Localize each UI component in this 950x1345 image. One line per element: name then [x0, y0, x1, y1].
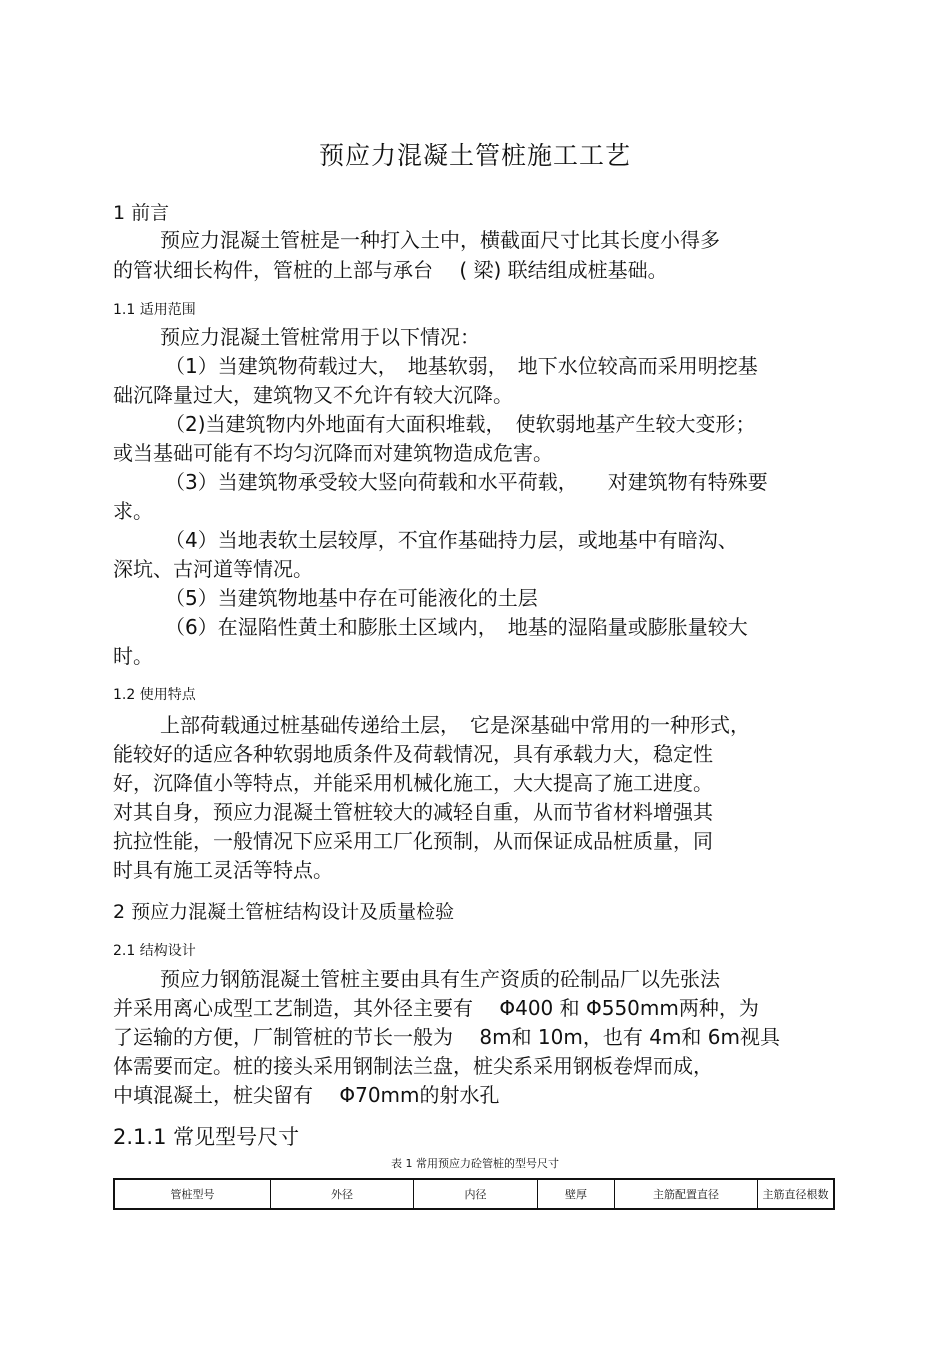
paragraph-line: 础沉降量过大，建筑物又不允许有较大沉降。: [113, 383, 513, 407]
paragraph-line: 的管状细长构件，管桩的上部与承台 ( 梁) 联结组成桩基础。: [113, 258, 668, 282]
table-header-cell: 壁厚: [538, 1179, 615, 1209]
paragraph-line: 抗拉性能，一般情况下应采用工厂化预制，从而保证成品桩质量，同: [113, 829, 713, 853]
paragraph-line: 并采用离心成型工艺制造，其外径主要有 Φ400 和 Φ550mm两种，为: [113, 996, 759, 1020]
paragraph-line: 体需要而定。桩的接头采用钢制法兰盘，桩尖系采用钢板卷焊而成，: [113, 1054, 713, 1078]
paragraph-line: 预应力混凝土管桩常用于以下情况：: [160, 325, 480, 349]
paragraph-line: （5）当建筑物地基中存在可能液化的土层: [165, 586, 538, 610]
paragraph-line: （1）当建筑物荷载过大， 地基软弱， 地下水位较高而采用明挖基: [165, 354, 758, 378]
spec-table: [113, 1178, 835, 1210]
section-1-heading: 1 前言: [113, 202, 170, 224]
paragraph-line: 时。: [113, 644, 153, 668]
paragraph-line: 中填混凝土，桩尖留有 Φ70mm的射水孔: [113, 1083, 500, 1107]
table-header-cell: 管桩型号: [114, 1179, 271, 1209]
table-header-row: [114, 1179, 834, 1209]
section-1-2-heading: 1.2 使用特点: [113, 687, 196, 703]
paragraph-line: 求。: [113, 499, 153, 523]
paragraph-line: （6）在湿陷性黄土和膨胀土区域内， 地基的湿陷量或膨胀量较大: [165, 615, 748, 639]
paragraph-line: 深坑、古河道等情况。: [113, 557, 313, 581]
table-header-cell: 外径: [271, 1179, 414, 1209]
paragraph-line: 对其自身，预应力混凝土管桩较大的减轻自重，从而节省材料增强其: [113, 800, 713, 824]
section-2-1-heading: 2.1 结构设计: [113, 943, 196, 959]
paragraph-line: 预应力钢筋混凝土管桩主要由具有生产资质的砼制品厂以先张法: [160, 967, 720, 991]
paragraph-line: 能较好的适应各种软弱地质条件及荷载情况，具有承载力大，稳定性: [113, 742, 713, 766]
paragraph-line: （4）当地表软土层较厚，不宜作基础持力层，或地基中有暗沟、: [165, 528, 738, 552]
paragraph-line: 上部荷载通过桩基础传递给土层， 它是深基础中常用的一种形式，: [160, 713, 750, 737]
table-header-cell: 主筋直径根数: [758, 1179, 835, 1209]
paragraph-line: 时具有施工灵活等特点。: [113, 858, 333, 882]
document-title: 预应力混凝土管桩施工工艺: [318, 141, 631, 170]
table-header-cell: 主筋配置直径: [615, 1179, 758, 1209]
section-1-1-heading: 1.1 适用范围: [113, 302, 196, 318]
section-2-heading: 2 预应力混凝土管桩结构设计及质量检验: [113, 901, 455, 923]
table-caption: 表 1 常用预应力砼管桩的型号尺寸: [391, 1157, 559, 1170]
paragraph-line: （3）当建筑物承受较大竖向荷载和水平荷载， 对建筑物有特殊要: [165, 470, 768, 494]
paragraph-line: （2)当建筑物内外地面有大面积堆载， 使软弱地基产生较大变形；: [165, 412, 756, 436]
paragraph-line: 好，沉降值小等特点，并能采用机械化施工，大大提高了施工进度。: [113, 771, 713, 795]
paragraph-line: 了运输的方便，厂制管桩的节长一般为 8m和 10m，也有 4m和 6m视具: [113, 1025, 780, 1049]
paragraph-line: 或当基础可能有不均匀沉降而对建筑物造成危害。: [113, 441, 553, 465]
section-2-1-1-heading: 2.1.1 常见型号尺寸: [113, 1125, 300, 1149]
paragraph-line: 预应力混凝土管桩是一种打入土中，横截面尺寸比其长度小得多: [160, 228, 720, 252]
table-header-cell: 内径: [414, 1179, 538, 1209]
